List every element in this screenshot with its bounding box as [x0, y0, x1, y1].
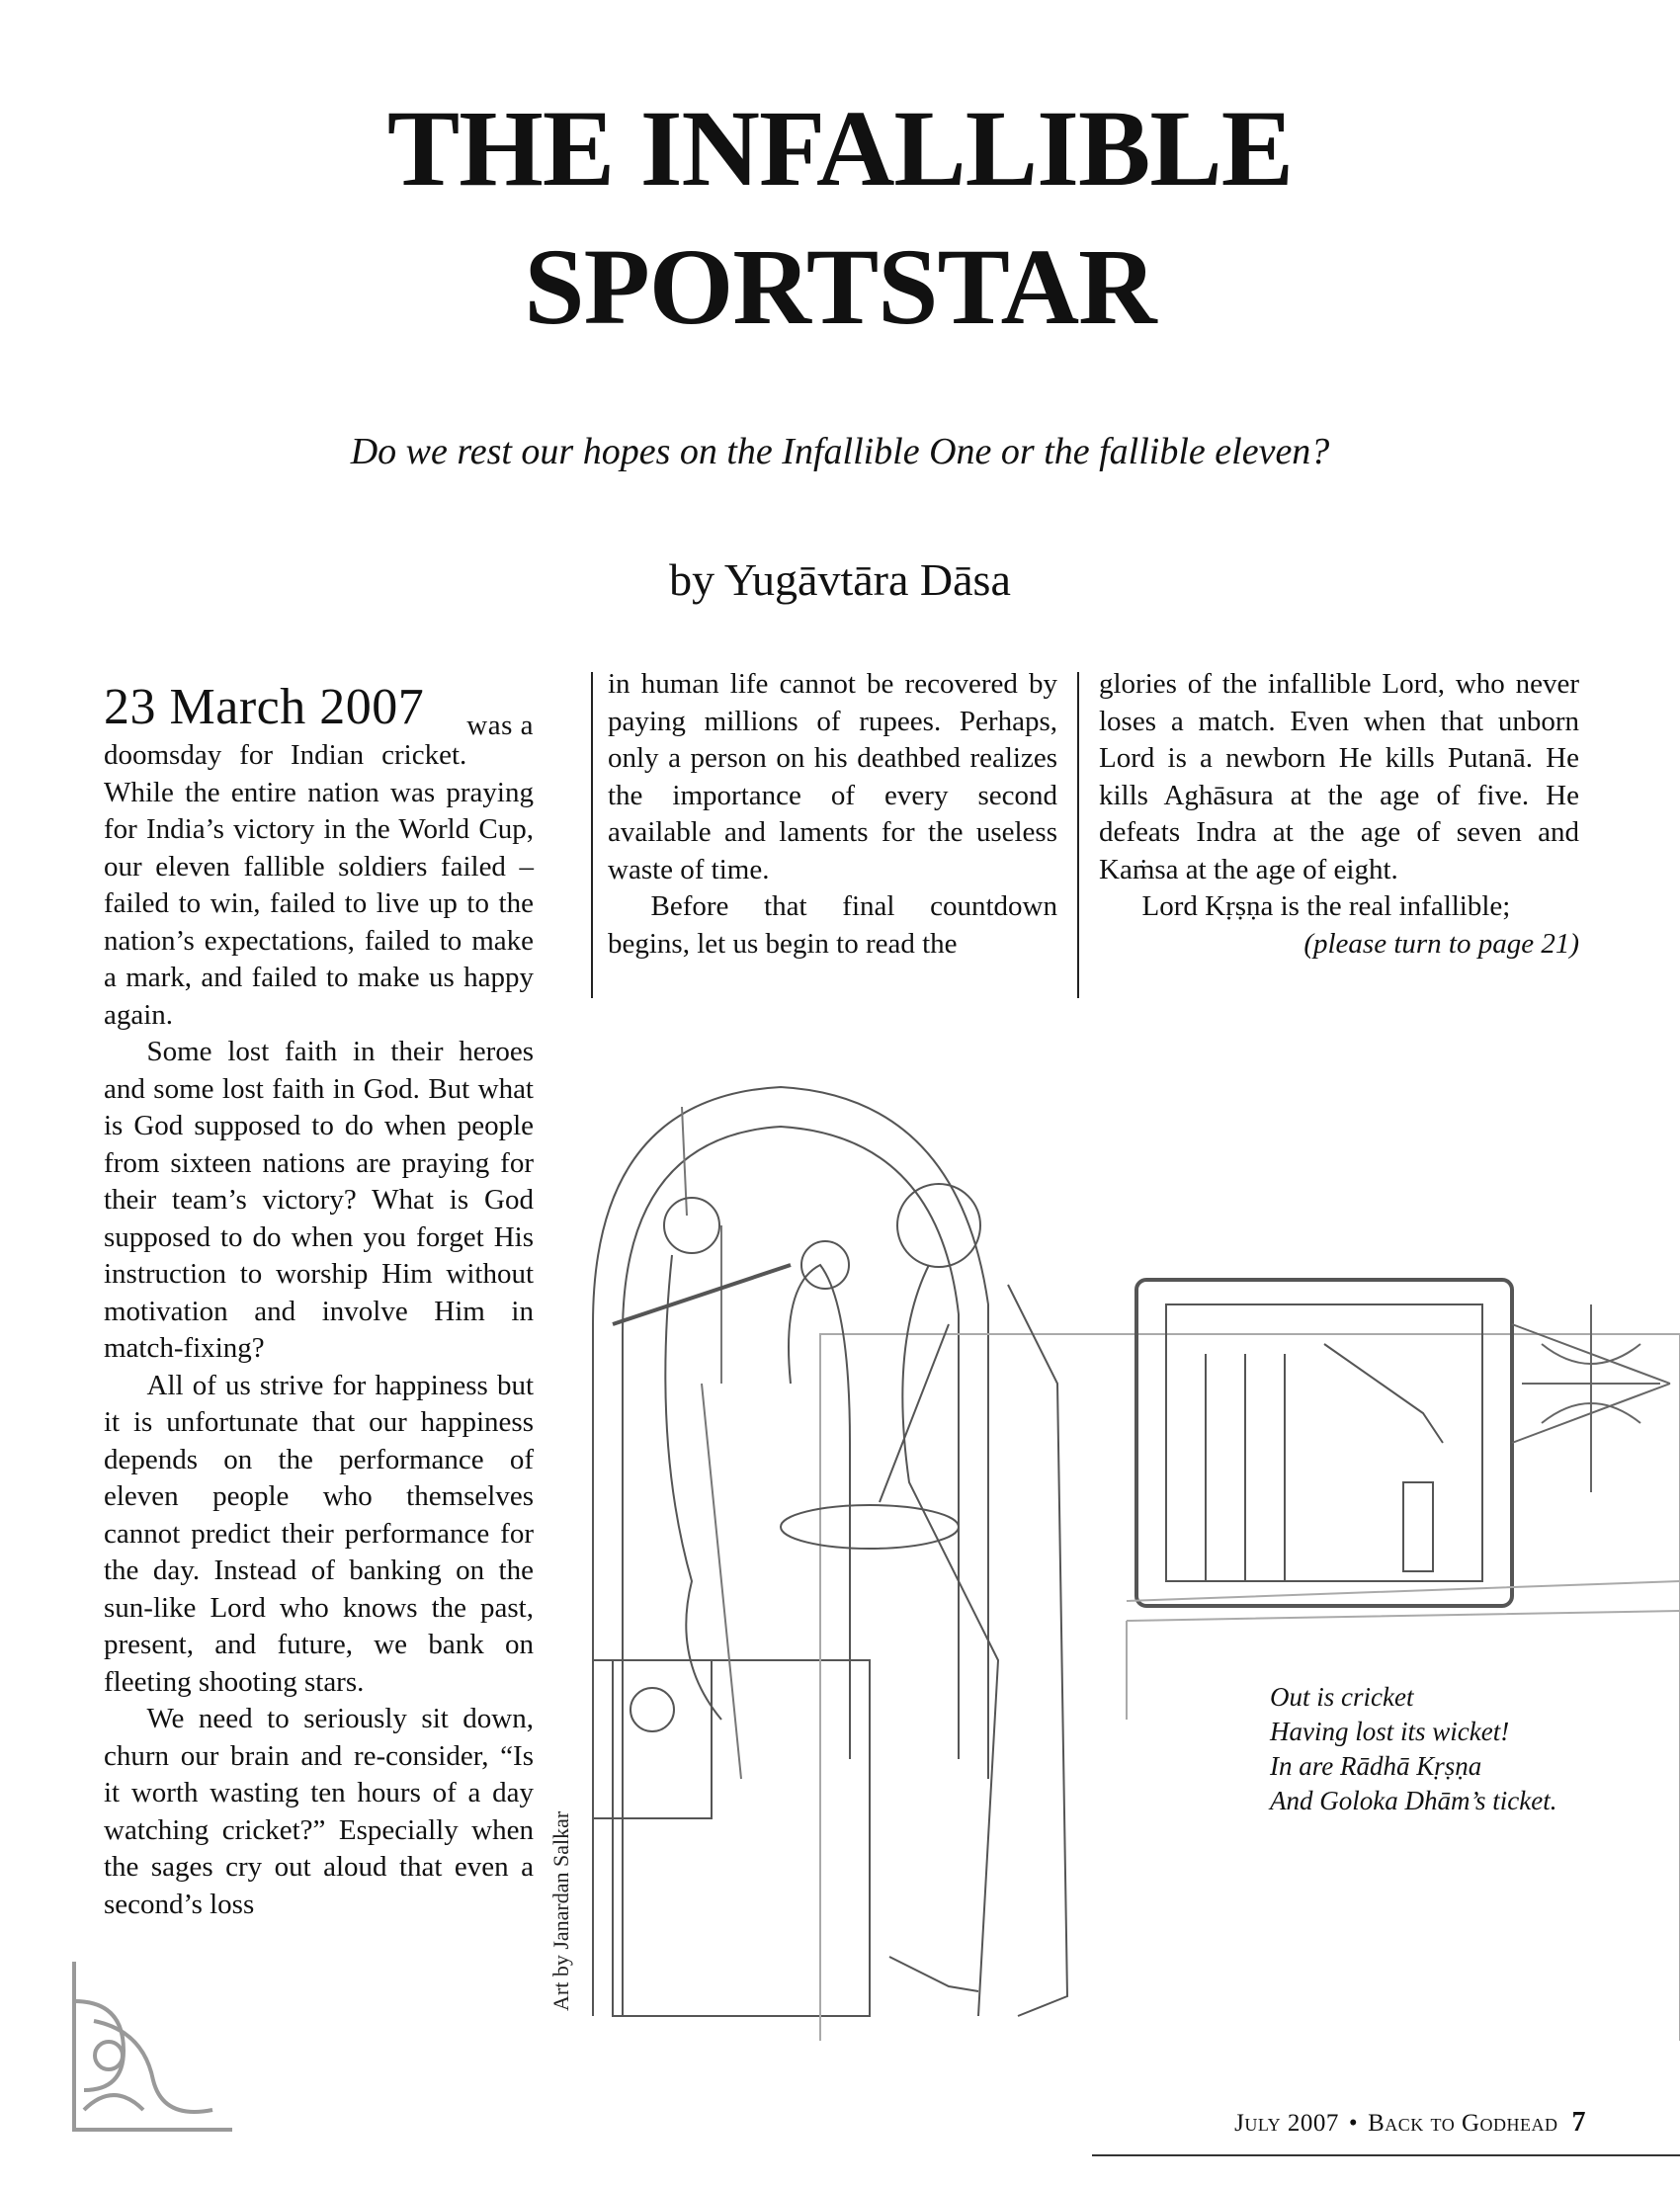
dateline-date: 23 March 2007: [104, 679, 425, 735]
dateline-tail: was a: [466, 710, 534, 741]
column-divider: [1077, 672, 1079, 998]
continuation-note: (please turn to page 21): [1303, 927, 1579, 960]
footer-rule: [1092, 2154, 1680, 2156]
poem-line: Out is cricket: [1270, 1682, 1414, 1712]
column-1: [104, 678, 534, 1923]
poem-line: And Goloka Dhām’s ticket.: [1270, 1786, 1557, 1815]
footer-separator: •: [1348, 2110, 1359, 2137]
paragraph: in human life cannot be recovered by paying millions of rupees. Perhaps, only a person on his deathbed realizes the importance of every second available and laments for the useless waste of time.: [608, 668, 1057, 885]
dateline: [104, 678, 534, 741]
column-divider: [591, 672, 593, 998]
article-title-line-2: SPORTSTAR: [524, 226, 1156, 347]
page-footer: [1234, 2107, 1586, 2139]
paragraph: Before that final countdown begins, let us begin to read the: [608, 890, 1057, 960]
byline: by Yugāvtāra Dāsa: [669, 554, 1011, 605]
paragraph: Some lost faith in their heroes and some lost faith in God. But what is God supposed to do when people from sixteen nations are praying for their team’s victory? What is God supposed to do when you forget His instruction to worship Him without motivation and involve Him in match-fixing?: [104, 1036, 534, 1364]
poem-line: In are Rādhā Kṛṣṇa: [1270, 1751, 1482, 1781]
paragraph: Lord Kṛṣṇa is the real infallible;: [1141, 890, 1511, 922]
floral-ornament-icon: [54, 1962, 232, 2149]
paragraph: glories of the infallible Lord, who never loses a match. Even when that unborn Lord is a newborn He kills Putanā. He kills Aghāsura at the age of five. He defeats Indra at the age of seven and Kaṁsa at the age of eight.: [1099, 668, 1579, 885]
issue-date: July 2007: [1234, 2110, 1339, 2137]
page-number: 7: [1571, 2107, 1586, 2138]
column-3: [1099, 666, 1579, 963]
paragraph: doomsday for Indian cricket. While the entire nation was praying for India’s victory in the World Cup, our eleven fallible soldiers failed – failed to win, failed to live up to the nation’s expectations, failed to make a mark, and failed to make us happy again.: [104, 739, 534, 1031]
paragraph: We need to seriously sit down, churn our brain and re-consider, “Is it worth wasting ten hours of a day watching cricket?” Especially when the sages cry out aloud that even a second’s loss: [104, 1703, 534, 1920]
magazine-name: Back to Godhead: [1368, 2110, 1558, 2137]
poem: [1270, 1680, 1556, 1818]
pencil-sketch-illustration: [553, 1028, 1680, 2041]
column-2: [608, 666, 1057, 963]
article-title-line-1: THE INFALLIBLE: [386, 88, 1294, 209]
art-credit: Art by Janardan Salkar: [548, 1810, 573, 2011]
article-subtitle: Do we rest our hopes on the Infallible One or the fallible eleven?: [350, 431, 1330, 472]
poem-line: Having lost its wicket!: [1270, 1717, 1510, 1746]
paragraph: All of us strive for happiness but it is unfortunate that our happiness depends on the performance of eleven people who themselves cannot predict their performance for the day. Instead of banking on the sun-like Lord who knows the past, present, and future, we bank on fleeting shooting stars.: [104, 1369, 534, 1698]
